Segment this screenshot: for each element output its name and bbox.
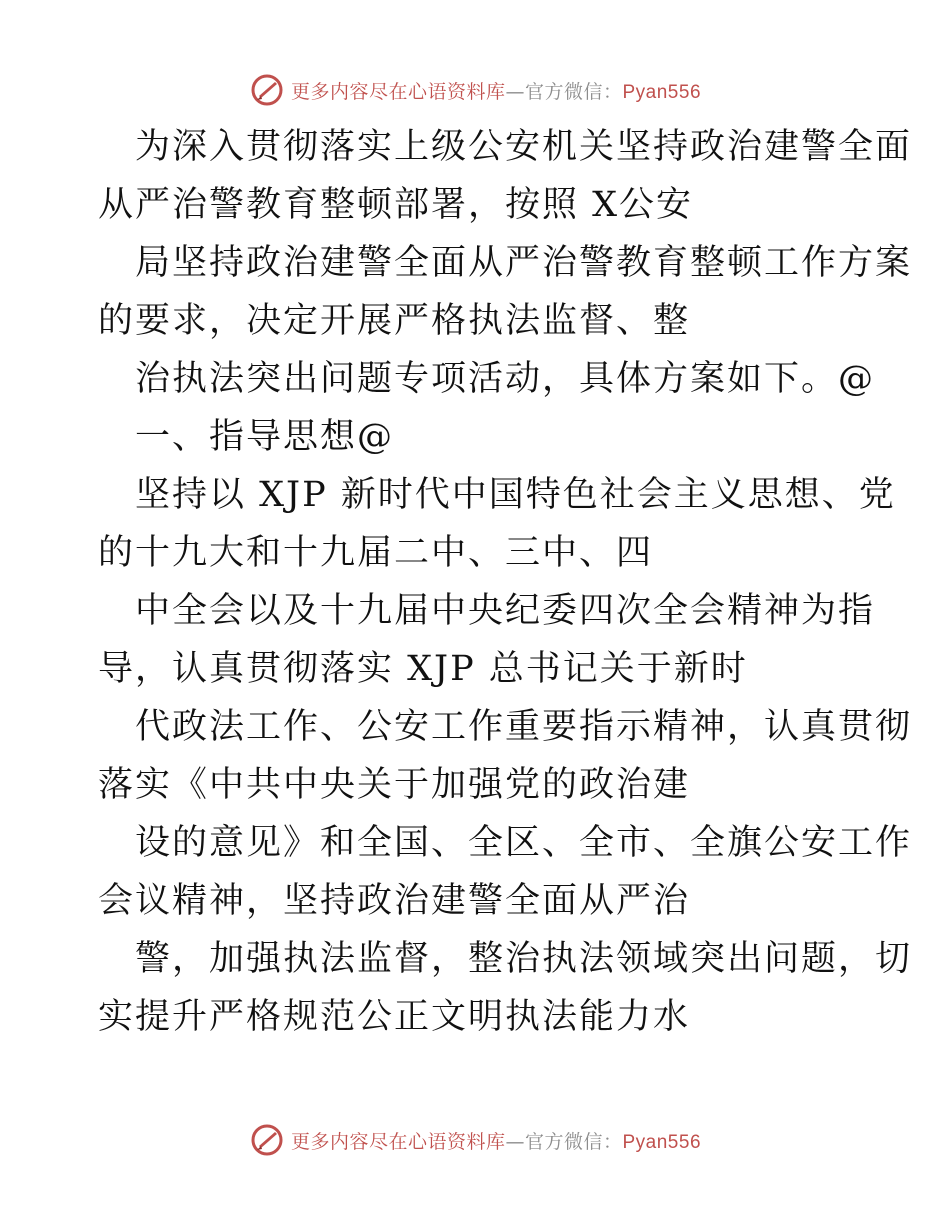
paragraph-line: 落实《中共中央关于加强党的政治建	[98, 765, 691, 805]
paragraph-line: 局坚持政治建警全面从严治警教育整顿工作方案	[135, 243, 913, 283]
document-body	[98, 118, 913, 1046]
paragraph-line: 实提升严格规范公正文明执法能力水	[98, 997, 691, 1037]
paragraph-line: 的要求，决定开展严格执法监督、整	[98, 301, 691, 341]
paragraph-line: 坚持以 XJP 新时代中国特色社会主义思想、党	[135, 475, 896, 515]
paragraph-line: 设的意见》和全国、全区、全市、全旗公安工作	[135, 823, 913, 863]
paragraph-line: 会议精神，坚持政治建警全面从严治	[98, 881, 691, 921]
paragraph-line: 中全会以及十九届中央纪委四次全会精神为指	[135, 591, 876, 631]
watermark-text: 更多内容尽在心语资料库—官方微信：Pyan556	[290, 1130, 702, 1153]
paragraph-line: 为深入贯彻落实上级公安机关坚持政治建警全面	[135, 127, 913, 167]
paragraph-line: 导，认真贯彻落实 XJP 总书记关于新时	[98, 649, 748, 689]
pen-logo-icon	[249, 72, 285, 108]
watermark-text: 更多内容尽在心语资料库—官方微信：Pyan556	[290, 80, 702, 103]
paragraph-line: 代政法工作、公安工作重要指示精神，认真贯彻	[135, 707, 913, 747]
paragraph-line: 警，加强执法监督，整治执法领域突出问题，切	[135, 939, 913, 979]
paragraph-line: 从严治警教育整顿部署，按照 X公安	[98, 185, 694, 225]
section-heading: 一、指导思想@	[135, 417, 395, 457]
footer-watermark	[0, 1120, 950, 1160]
paragraph-line: 治执法突出问题专项活动，具体方案如下。@	[135, 359, 876, 399]
pen-logo-icon	[249, 1122, 285, 1158]
paragraph-line: 的十九大和十九届二中、三中、四	[98, 533, 654, 573]
header-watermark	[0, 70, 950, 110]
